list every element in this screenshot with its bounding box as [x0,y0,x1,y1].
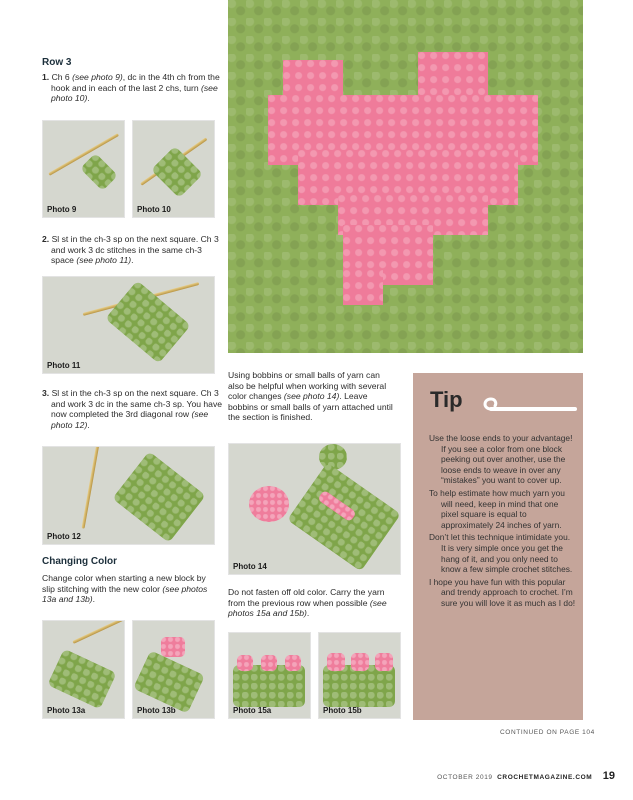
step-number: 1. [42,72,50,82]
photo-ref: (see photos 13a and 13b) [42,583,208,605]
changing-color-text [42,573,218,605]
photo-15a [228,632,311,719]
photo-caption: Photo 15b [323,706,362,715]
bobbins-text [228,370,398,423]
step-number: 2. [42,234,50,244]
tip-title: Tip [430,387,463,412]
page-number: 19 [602,770,615,782]
photo-ref: (see photo 14) [283,391,340,402]
photo-12 [42,446,215,545]
body-text: . [306,608,310,619]
photo-ref: (see photo 10) [51,82,218,104]
heart-pixel [343,270,383,305]
photo-ref: (see photo 12) [51,409,209,430]
changing-color-heading: Changing Color [42,556,117,567]
footer-issue: OCTOBER 2019 [437,774,493,781]
row3-heading: Row 3 [42,57,72,68]
footer-site: CROCHETMAGAZINE.COM [497,774,593,781]
continued-note: CONTINUED ON PAGE 104 [500,729,595,736]
photo-caption: Photo 9 [47,205,77,214]
photo-caption: Photo 13b [137,706,176,715]
photo-caption: Photo 10 [137,205,171,214]
step-text: Ch 6 [51,72,73,82]
body-text: . Leave bobbins or small balls of yarn attached until the section is finished. [228,391,393,423]
body-text: Using bobbins or small balls of yarn can also be helpful when working with several color changes [228,370,387,402]
step-text: . [87,419,90,430]
row3-step3 [42,388,227,430]
page-footer [400,766,615,784]
step-text: Sl st in the ch-3 sp on the next square. Ch 3 and work 3 dc stitches in the same ch-3 space [51,234,219,266]
tip-item: Don’t let this technique intimidate you. It is very simple once you get the hang of it, and you only need to know a few simple crochet stitches. [429,532,573,575]
row3-step1 [42,72,223,104]
tip-item: I hope you have fun with this popular and trendy approach to crochet. I’m sure you will love it as much as I do! [429,576,576,608]
photo-ref: (see photo 11) [76,255,132,266]
step-number: 3. [42,388,50,398]
body-text: . [92,594,96,605]
photo-13b [132,620,215,719]
photo-9 [42,120,125,218]
tip-list [429,433,577,611]
row3-step2 [42,234,223,266]
step-text: . [131,255,134,266]
crochet-hook-icon [479,395,579,421]
photo-13a [42,620,125,719]
step-text: Sl st in the ch-3 sp on the next square. Ch 3 and work 3 dc in the same ch-3 sp. You have now completed the 3rd diagonal row [51,388,223,420]
tip-item: Use the loose ends to your advantage! If you see a color from one block peeking out over another, use the loose ends to weave in over any “mistakes” you want to cover up. [429,433,573,486]
photo-caption: Photo 11 [47,361,81,370]
photo-14 [228,443,401,575]
photo-caption: Photo 12 [47,532,81,541]
fasten-text [228,587,400,619]
body-text: Change color when starting a new block by slip stitching with the new color [42,573,206,594]
body-text: Do not fasten off old color. Carry the yarn from the previous row when possible [228,587,385,608]
photo-11 [42,276,215,374]
photo-10 [132,120,215,218]
photo-caption: Photo 15a [233,706,272,715]
photo-15b [318,632,401,719]
tip-box [413,373,583,720]
step-text: . [87,93,90,104]
tip-item: To help estimate how much yarn you will need, keep in mind that one pixel square is equal to approximately 24 inches of yarn. [429,487,565,530]
photo-ref: (see photo 9) [72,72,123,82]
photo-caption: Photo 14 [233,562,267,571]
hero-heart-photo [228,0,583,353]
step-text: , dc in the 4th ch from the hook and in each of the last 2 chs, turn [51,72,220,93]
photo-ref: (see photos 15a and 15b) [228,597,387,619]
photo-caption: Photo 13a [47,706,86,715]
